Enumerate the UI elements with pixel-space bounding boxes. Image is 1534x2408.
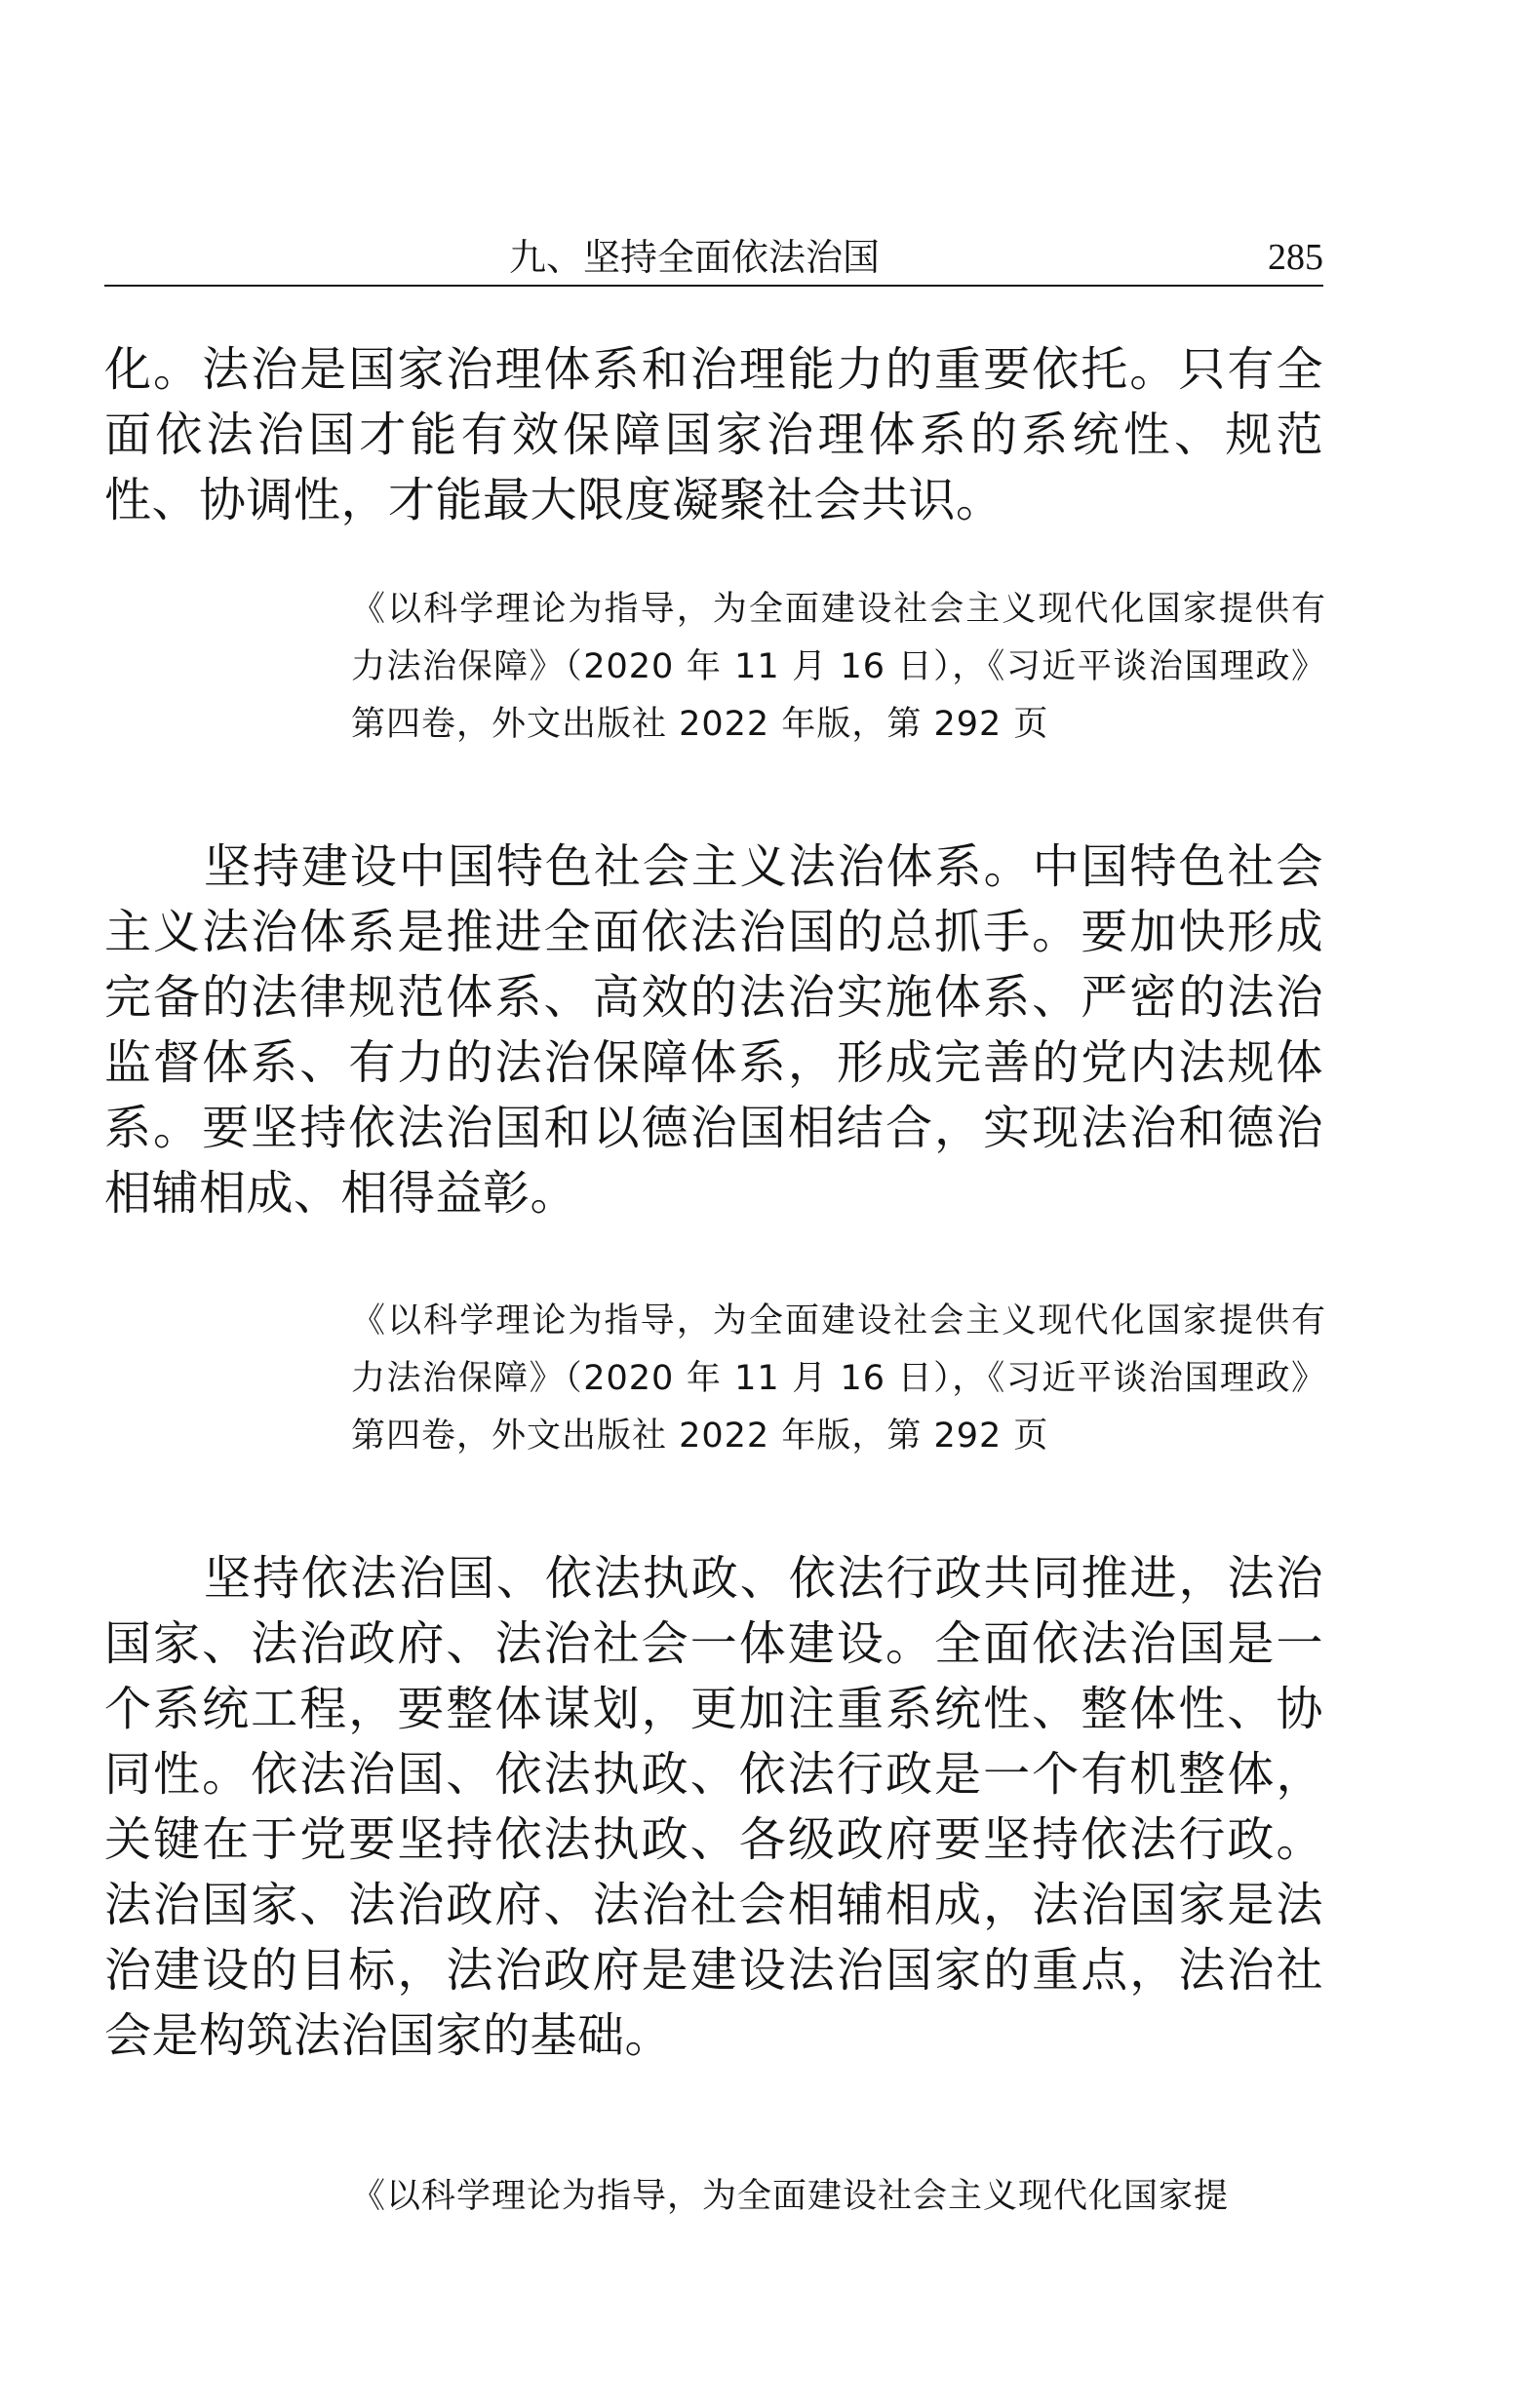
running-header [104,230,1323,287]
citation: 《以科学理论为指导，为全面建设社会主义现代化国家提 [351,2177,1230,2216]
page-number: 285 [1268,237,1323,278]
chapter-title: 九、坚持全面依法治国 [509,236,881,279]
citation: 《以科学理论为指导，为全面建设社会主义现代化国家提供有力法治保障》（2020 年 11 月 16 日），《习近平谈治国理政》第四卷，外文出版社 2022 年版，第 292 页 [351,1301,1326,1456]
citation: 《以科学理论为指导，为全面建设社会主义现代化国家提供有力法治保障》（2020 年 11 月 16 日），《习近平谈治国理政》第四卷，外文出版社 2022 年版，第 292 页 [351,590,1326,744]
body-paragraph: 化。法治是国家治理体系和治理能力的重要依托。只有全面依法治国才能有效保障国家治理体系的系统性、规范性、协调性，才能最大限度凝聚社会共识。 [104,342,1323,527]
body-paragraph: 坚持依法治国、依法执政、依法行政共同推进，法治国家、法治政府、法治社会一体建设。全面依法治国是一个系统工程，要整体谋划，更加注重系统性、整体性、协同性。依法治国、依法执政、依法行政是一个有机整体，关键在于党要坚持依法执政、各级政府要坚持依法行政。法治国家、法治政府、法治社会相辅相成，法治国家是法治建设的目标，法治政府是建设法治国家的重点，法治社会是构筑法治国家的基础。 [104,1551,1323,2063]
body-paragraph: 坚持建设中国特色社会主义法治体系。中国特色社会主义法治体系是推进全面依法治国的总抓手。要加快形成完备的法律规范体系、高效的法治实施体系、严密的法治监督体系、有力的法治保障体系，形成完善的党内法规体系。要坚持依法治国和以德治国相结合，实现法治和德治相辅相成、相得益彰。 [104,839,1323,1221]
